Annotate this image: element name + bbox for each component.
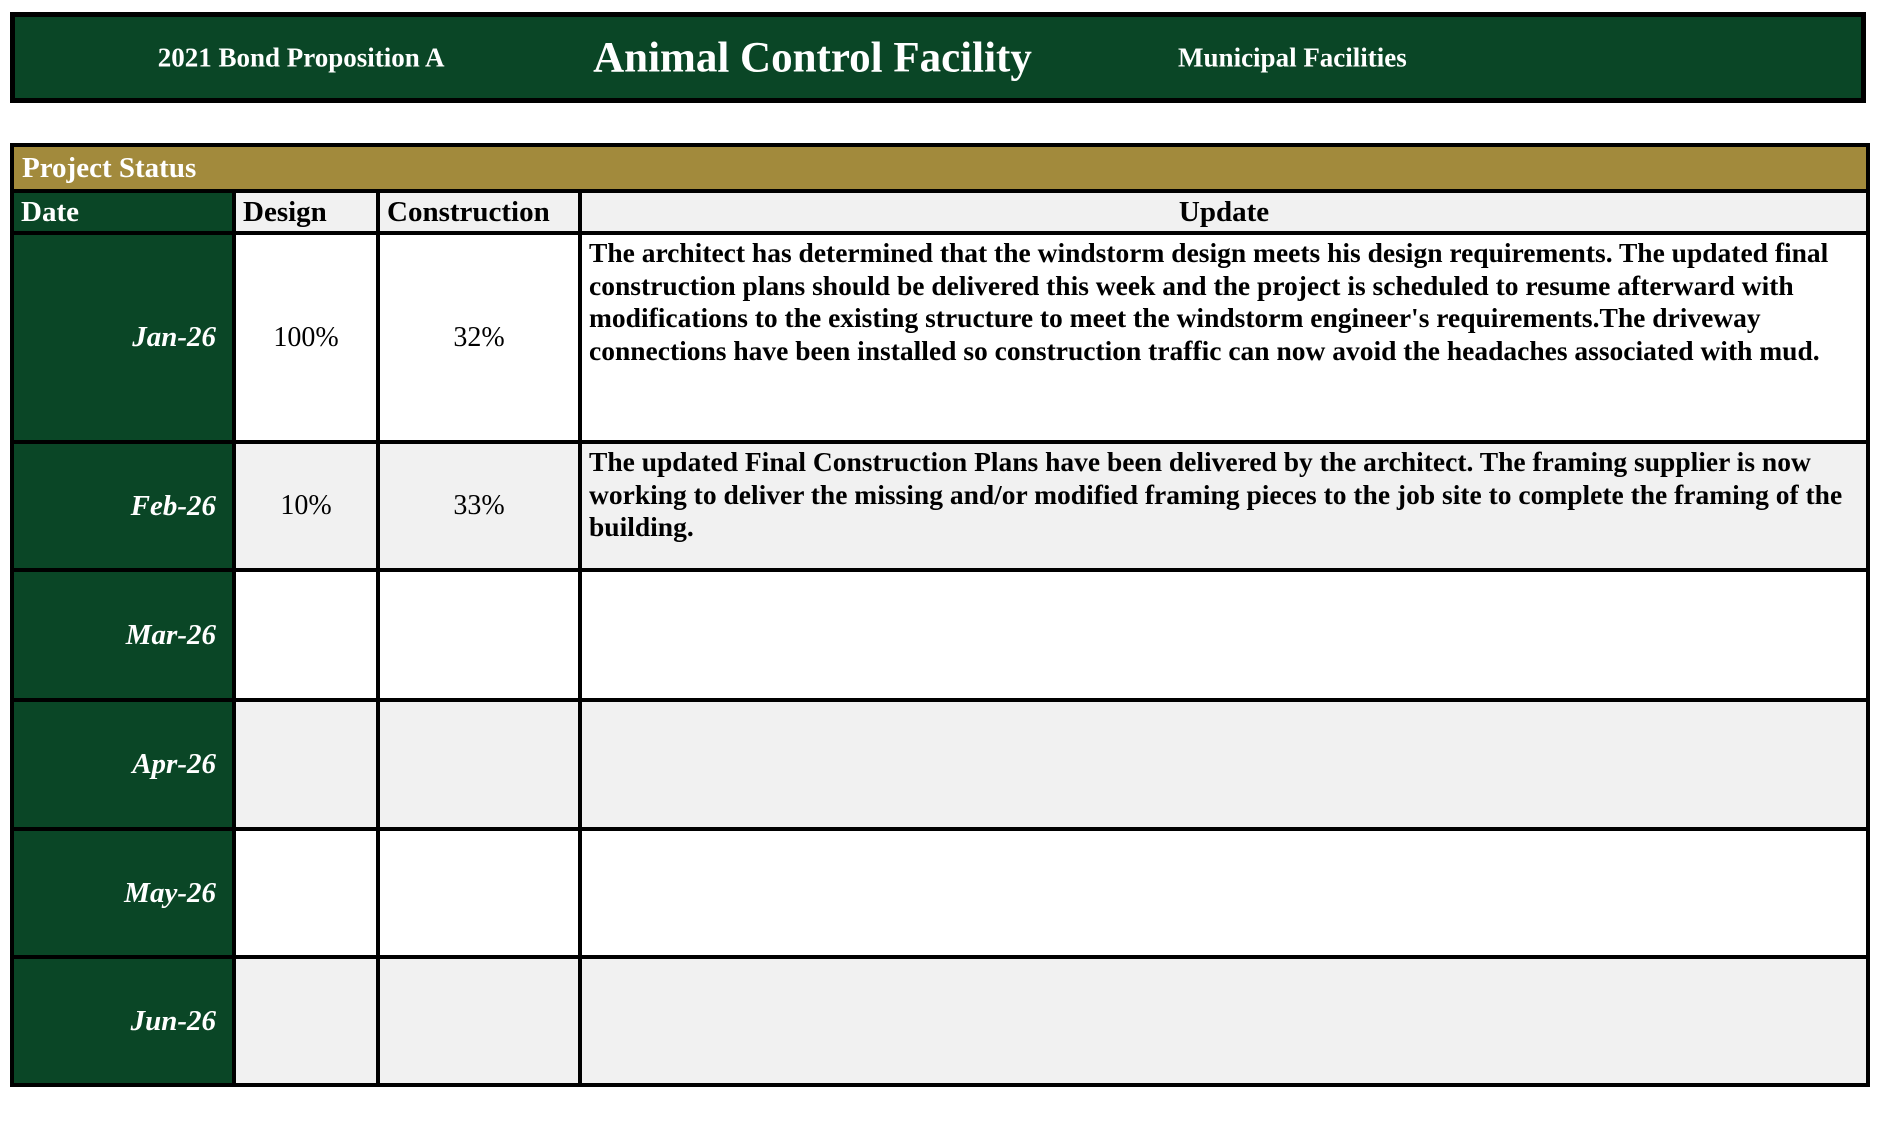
design-pct-cell <box>234 829 378 957</box>
construction-pct-cell <box>378 570 580 700</box>
column-header-update: Update <box>580 191 1868 233</box>
construction-pct-cell: 33% <box>378 442 580 570</box>
update-cell <box>580 829 1868 957</box>
design-pct-cell: 10% <box>234 442 378 570</box>
update-cell: The updated Final Construction Plans have been delivered by the architect. The framing supplier is now working to deliver the missing and/or modified framing pieces to the job site to complete the framing of the building. <box>580 442 1868 570</box>
update-cell <box>580 957 1868 1085</box>
date-cell: Jun-26 <box>12 957 234 1085</box>
column-header-date: Date <box>12 191 234 233</box>
construction-pct-cell <box>378 829 580 957</box>
date-cell: Apr-26 <box>12 700 234 829</box>
project-status-table <box>10 143 1870 1087</box>
column-header-row <box>12 191 1868 233</box>
construction-pct-cell: 32% <box>378 233 580 442</box>
status-row-feb <box>12 442 1868 570</box>
status-row-mar <box>12 570 1868 700</box>
column-header-construction: Construction <box>378 191 580 233</box>
design-pct-cell <box>234 957 378 1085</box>
construction-pct-cell <box>378 957 580 1085</box>
update-cell: The architect has determined that the windstorm design meets his design requirements. The updated final construction plans should be delivered this week and the project is scheduled to resume afterward with modifications to the existing structure to meet the windstorm engineer's requirements.The driveway connections have been installed so construction traffic can now avoid the headaches associated with mud. <box>580 233 1868 442</box>
column-header-design: Design <box>234 191 378 233</box>
design-pct-cell <box>234 570 378 700</box>
banner-department-label: Municipal Facilities <box>1178 42 1407 72</box>
status-row-jan <box>12 233 1868 442</box>
top-banner <box>10 12 1866 103</box>
banner-project-title: Animal Control Facility <box>593 34 1032 81</box>
section-title: Project Status <box>12 145 1868 191</box>
update-cell <box>580 700 1868 829</box>
design-pct-cell: 100% <box>234 233 378 442</box>
section-header-row <box>12 145 1868 191</box>
status-row-may <box>12 829 1868 957</box>
status-row-apr <box>12 700 1868 829</box>
update-cell <box>580 570 1868 700</box>
date-cell: Jan-26 <box>12 233 234 442</box>
banner-proposition-label: 2021 Bond Proposition A <box>157 42 445 72</box>
date-cell: Feb-26 <box>12 442 234 570</box>
construction-pct-cell <box>378 700 580 829</box>
design-pct-cell <box>234 700 378 829</box>
status-row-jun <box>12 957 1868 1085</box>
date-cell: Mar-26 <box>12 570 234 700</box>
date-cell: May-26 <box>12 829 234 957</box>
